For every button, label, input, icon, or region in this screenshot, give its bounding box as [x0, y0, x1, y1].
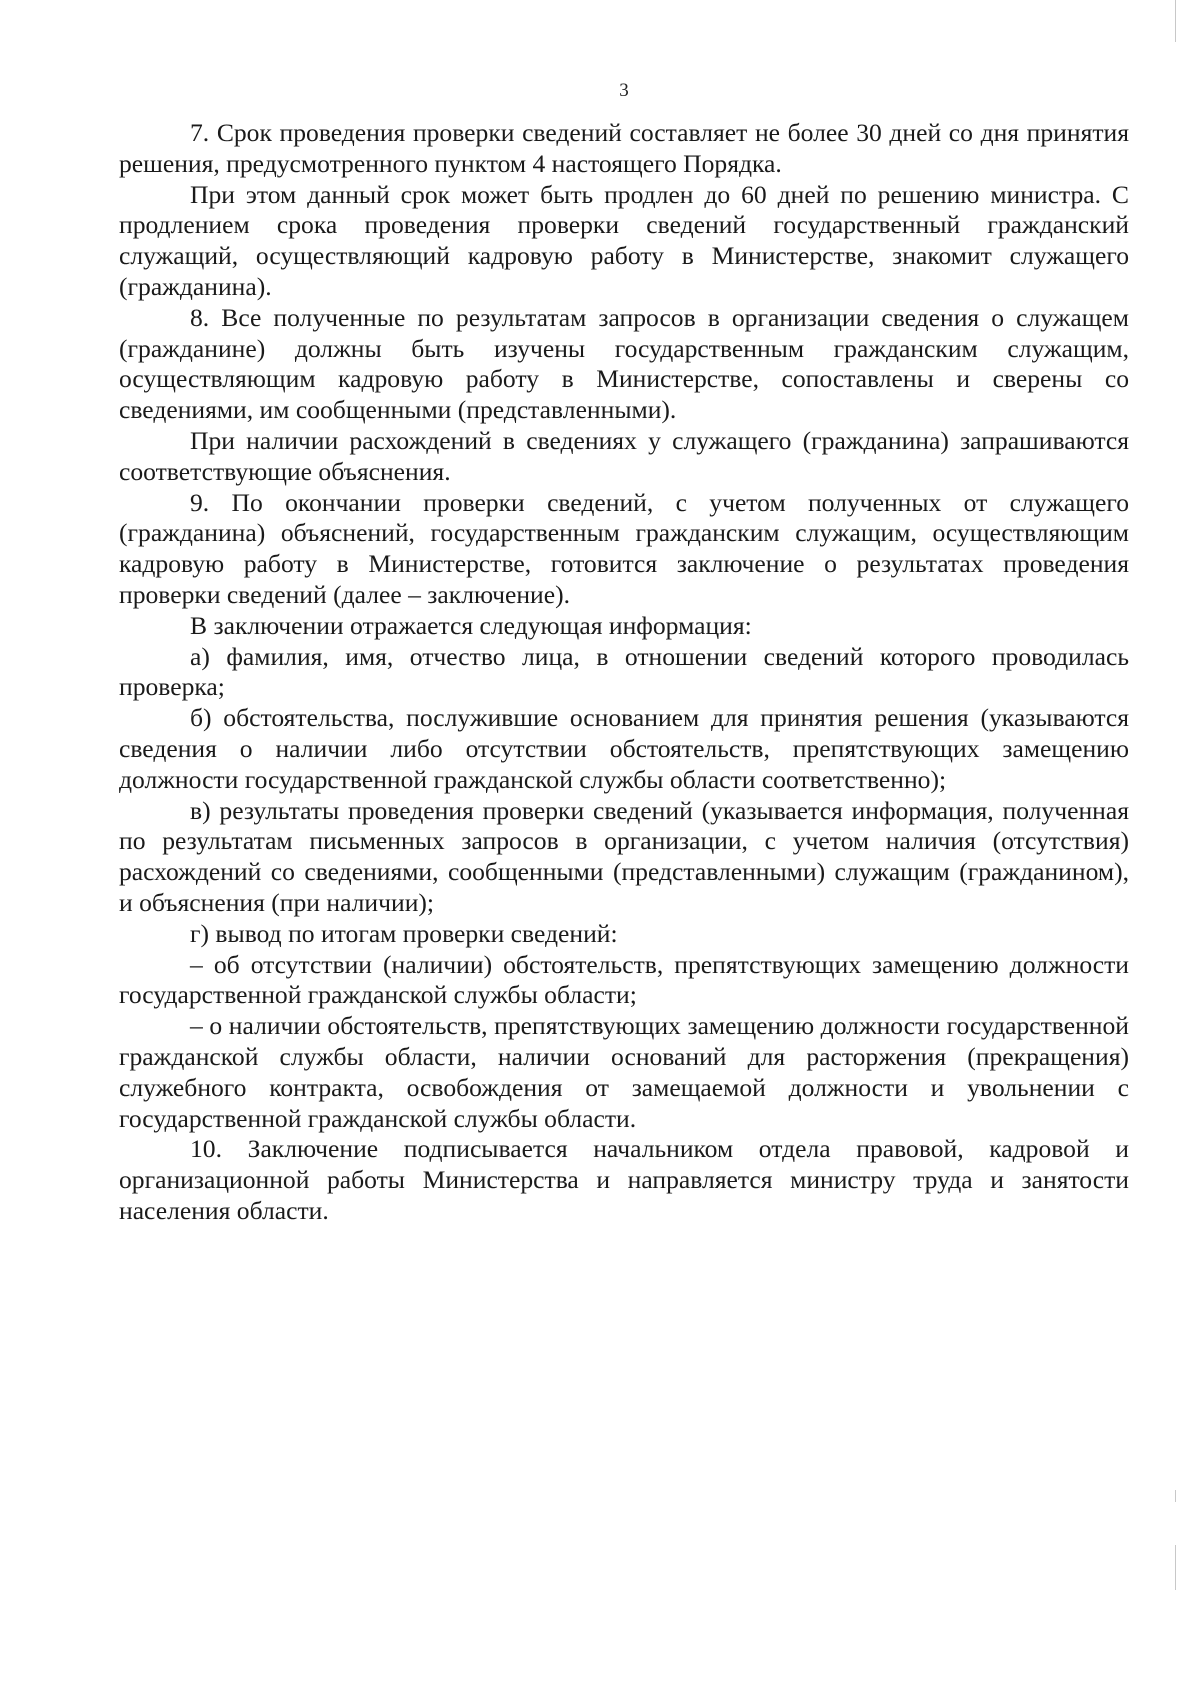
scan-edge-mark-middle: [1175, 1490, 1176, 1502]
page-number: 3: [619, 80, 629, 101]
paragraph-7-term: 7. Срок проведения проверки сведений составляет не более 30 дней со дня принятия решения, предусмотренного пунктом 4 настоящего Порядка.: [119, 118, 1129, 178]
list-item-v: в) результаты проведения проверки сведений (указывается информация, полученная по результатам письменных запросов в организации, с учетом наличия (отсутствия) расхождений со сведениями, сообщенными (представленными) служащим (гражданином), и объяснения (при наличии);: [119, 795, 1129, 917]
list-item-a: а) фамилия, имя, отчество лица, в отношении сведений которого проводилась проверка;: [119, 641, 1129, 702]
paragraph-9-contents-intro: В заключении отражается следующая информация:: [190, 610, 752, 640]
paragraph-8-review: 8. Все полученные по результатам запросов в организации сведения о служащем (гражданине) должны быть изучены государственным гражданским служащим, осуществляющим кадровую работу в Министерстве, сопоставлены и сверены со сведениями, им сообщенными (представленными).: [119, 302, 1129, 425]
list-item-g: г) вывод по итогам проверки сведений:: [190, 918, 618, 948]
list-item-b: б) обстоятельства, послужившие основанием для принятия решения (указываются сведения о наличии либо отсутствии обстоятельств, препятствующих замещению должности государственной гражданской службы области соответственно);: [119, 703, 1129, 794]
paragraph-10-signing: 10. Заключение подписывается начальником отдела правовой, кадровой и организационной работы Министерства и направляется министру труда и занятости населения области.: [119, 1134, 1129, 1225]
conclusion-option-presence: – о наличии обстоятельств, препятствующих замещению должности государственной гражданской службы области, наличии оснований для расторжения (прекращения) служебного контракта, освобождения от замещаемой должности и увольнении с государственной гражданской службы области.: [119, 1011, 1129, 1133]
conclusion-option-absence: – об отсутствии (наличии) обстоятельств, препятствующих замещению должности государственной гражданской службы области;: [119, 949, 1129, 1010]
paragraph-9-conclusion: 9. По окончании проверки сведений, с учетом полученных от служащего (гражданина) объяснений, государственным гражданским служащим, осуществляющим кадровую работу в Министерстве, готовится заключение о результатах проведения проверки сведений (далее – заключение).: [119, 487, 1129, 609]
paragraph-8-discrepancies: При наличии расхождений в сведениях у служащего (гражданина) запрашиваются соответствующие объяснения.: [119, 425, 1129, 486]
paragraph-7-extension: При этом данный срок может быть продлен до 60 дней по решению министра. С продлением срока проведения проверки сведений государственный гражданский служащий, осуществляющий кадровую работу в Министерстве, знакомит служащего (гражданина).: [119, 179, 1129, 301]
scan-edge-mark-top: [1175, 0, 1176, 42]
scan-edge-mark-bottom: [1175, 1545, 1176, 1590]
document-body: [119, 118, 1129, 1227]
